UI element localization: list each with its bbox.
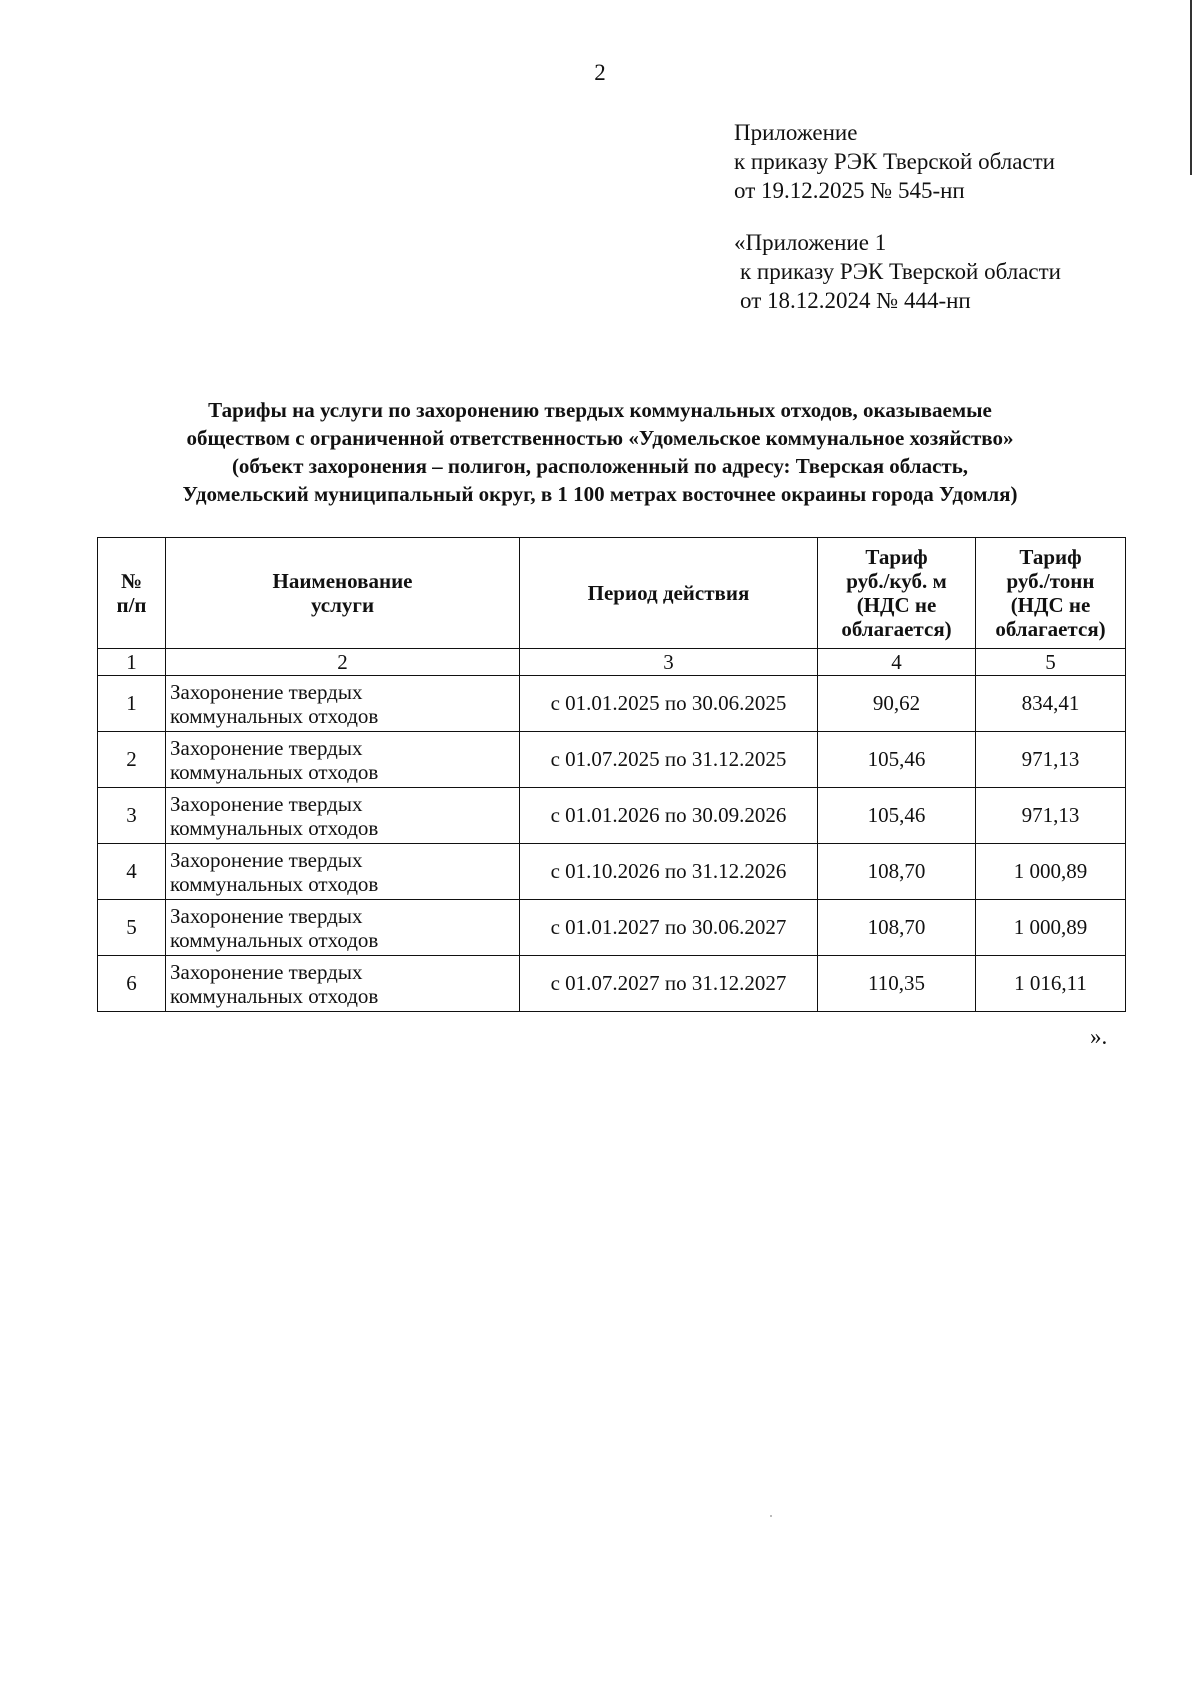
row-tariff-m3: 105,46 — [818, 732, 976, 788]
column-number-row — [98, 649, 1126, 676]
tariff-table — [97, 537, 1126, 1012]
header-t2-line4: облагается) — [995, 617, 1106, 641]
header-t1-line1: Тариф — [865, 545, 928, 569]
scan-speck — [770, 1515, 772, 1517]
table-header-row — [98, 538, 1126, 649]
header-num-line1: № — [120, 569, 143, 593]
row-period: с 01.10.2026 по 31.12.2026 — [520, 844, 818, 900]
header-t1-line4: облагается) — [841, 617, 952, 641]
row-num: 3 — [98, 788, 166, 844]
appendix-previous-line1: «Приложение 1 — [734, 230, 887, 255]
header-t1-line3: (НДС не — [856, 593, 937, 617]
appendix-previous-line3: от 18.12.2024 № 444-нп — [740, 288, 971, 313]
row-service-name-line1: Захоронение твердых — [170, 903, 363, 928]
header-t2-line2: руб./тонн — [1006, 569, 1095, 593]
appendix-previous-line2: к приказу РЭК Тверской области — [740, 259, 1061, 284]
header-name — [166, 538, 520, 649]
row-tariff-m3: 90,62 — [818, 676, 976, 732]
row-period: с 01.01.2027 по 30.06.2027 — [520, 900, 818, 956]
header-num — [98, 538, 166, 649]
header-t2-line3: (НДС не — [1010, 593, 1091, 617]
column-number: 5 — [976, 649, 1126, 676]
scan-edge-line — [1190, 0, 1192, 175]
title-line1: Тарифы на услуги по захоронению твердых коммунальных отходов, оказываемые — [208, 398, 992, 422]
appendix-previous — [734, 228, 1061, 315]
appendix-current — [734, 118, 1055, 205]
table-row — [98, 788, 1126, 844]
row-tariff-t: 1 000,89 — [976, 900, 1126, 956]
row-tariff-m3: 108,70 — [818, 844, 976, 900]
row-service-name-line1: Захоронение твердых — [170, 959, 363, 984]
page-number: 2 — [594, 60, 606, 85]
header-period: Период действия — [520, 538, 818, 649]
row-num: 2 — [98, 732, 166, 788]
row-num: 4 — [98, 844, 166, 900]
table-row — [98, 956, 1126, 1012]
row-service-name — [166, 676, 520, 732]
row-service-name-line1: Захоронение твердых — [170, 735, 363, 760]
header-t1-line2: руб./куб. м — [846, 569, 947, 593]
row-period: с 01.01.2026 по 30.09.2026 — [520, 788, 818, 844]
table-row — [98, 732, 1126, 788]
row-tariff-t: 971,13 — [976, 732, 1126, 788]
document-title — [60, 396, 1140, 508]
row-service-name-line2: коммунальных отходов — [170, 927, 379, 952]
header-t2-line1: Тариф — [1019, 545, 1082, 569]
row-num: 6 — [98, 956, 166, 1012]
row-service-name-line1: Захоронение твердых — [170, 791, 363, 816]
row-tariff-m3: 105,46 — [818, 788, 976, 844]
column-number: 4 — [818, 649, 976, 676]
row-tariff-t: 1 000,89 — [976, 844, 1126, 900]
column-number: 3 — [520, 649, 818, 676]
row-service-name — [166, 732, 520, 788]
table-row — [98, 844, 1126, 900]
row-tariff-m3: 108,70 — [818, 900, 976, 956]
row-period: с 01.07.2027 по 31.12.2027 — [520, 956, 818, 1012]
row-tariff-t: 971,13 — [976, 788, 1126, 844]
column-number: 2 — [166, 649, 520, 676]
row-num: 1 — [98, 676, 166, 732]
row-service-name-line2: коммунальных отходов — [170, 983, 379, 1008]
table-row — [98, 900, 1126, 956]
row-tariff-t: 834,41 — [976, 676, 1126, 732]
row-num: 5 — [98, 900, 166, 956]
row-service-name-line2: коммунальных отходов — [170, 759, 379, 784]
closing-quote: ». — [1090, 1024, 1108, 1049]
header-num-line2: п/п — [116, 593, 147, 617]
row-period: с 01.07.2025 по 31.12.2025 — [520, 732, 818, 788]
appendix-current-line2: к приказу РЭК Тверской области — [734, 149, 1055, 174]
row-service-name-line2: коммунальных отходов — [170, 703, 379, 728]
row-service-name — [166, 788, 520, 844]
row-service-name-line1: Захоронение твердых — [170, 847, 363, 872]
title-line2: обществом с ограниченной ответственностью «Удомельское коммунальное хозяйство» — [186, 426, 1014, 450]
row-service-name — [166, 844, 520, 900]
row-service-name-line2: коммунальных отходов — [170, 871, 379, 896]
row-service-name — [166, 900, 520, 956]
header-name-line2: услуги — [310, 593, 375, 617]
column-number: 1 — [98, 649, 166, 676]
header-tariff-t — [976, 538, 1126, 649]
header-name-line1: Наименование — [272, 569, 413, 593]
row-service-name-line1: Захоронение твердых — [170, 679, 363, 704]
row-period: с 01.01.2025 по 30.06.2025 — [520, 676, 818, 732]
appendix-current-line3: от 19.12.2025 № 545-нп — [734, 178, 965, 203]
table-row — [98, 676, 1126, 732]
row-tariff-m3: 110,35 — [818, 956, 976, 1012]
header-tariff-m3 — [818, 538, 976, 649]
appendix-current-line1: Приложение — [734, 120, 858, 145]
title-line3: (объект захоронения – полигон, расположенный по адресу: Тверская область, — [231, 454, 969, 478]
row-tariff-t: 1 016,11 — [976, 956, 1126, 1012]
row-service-name — [166, 956, 520, 1012]
row-service-name-line2: коммунальных отходов — [170, 815, 379, 840]
title-line4: Удомельский муниципальный округ, в 1 100 метрах восточнее окраины города Удомля) — [182, 482, 1018, 506]
